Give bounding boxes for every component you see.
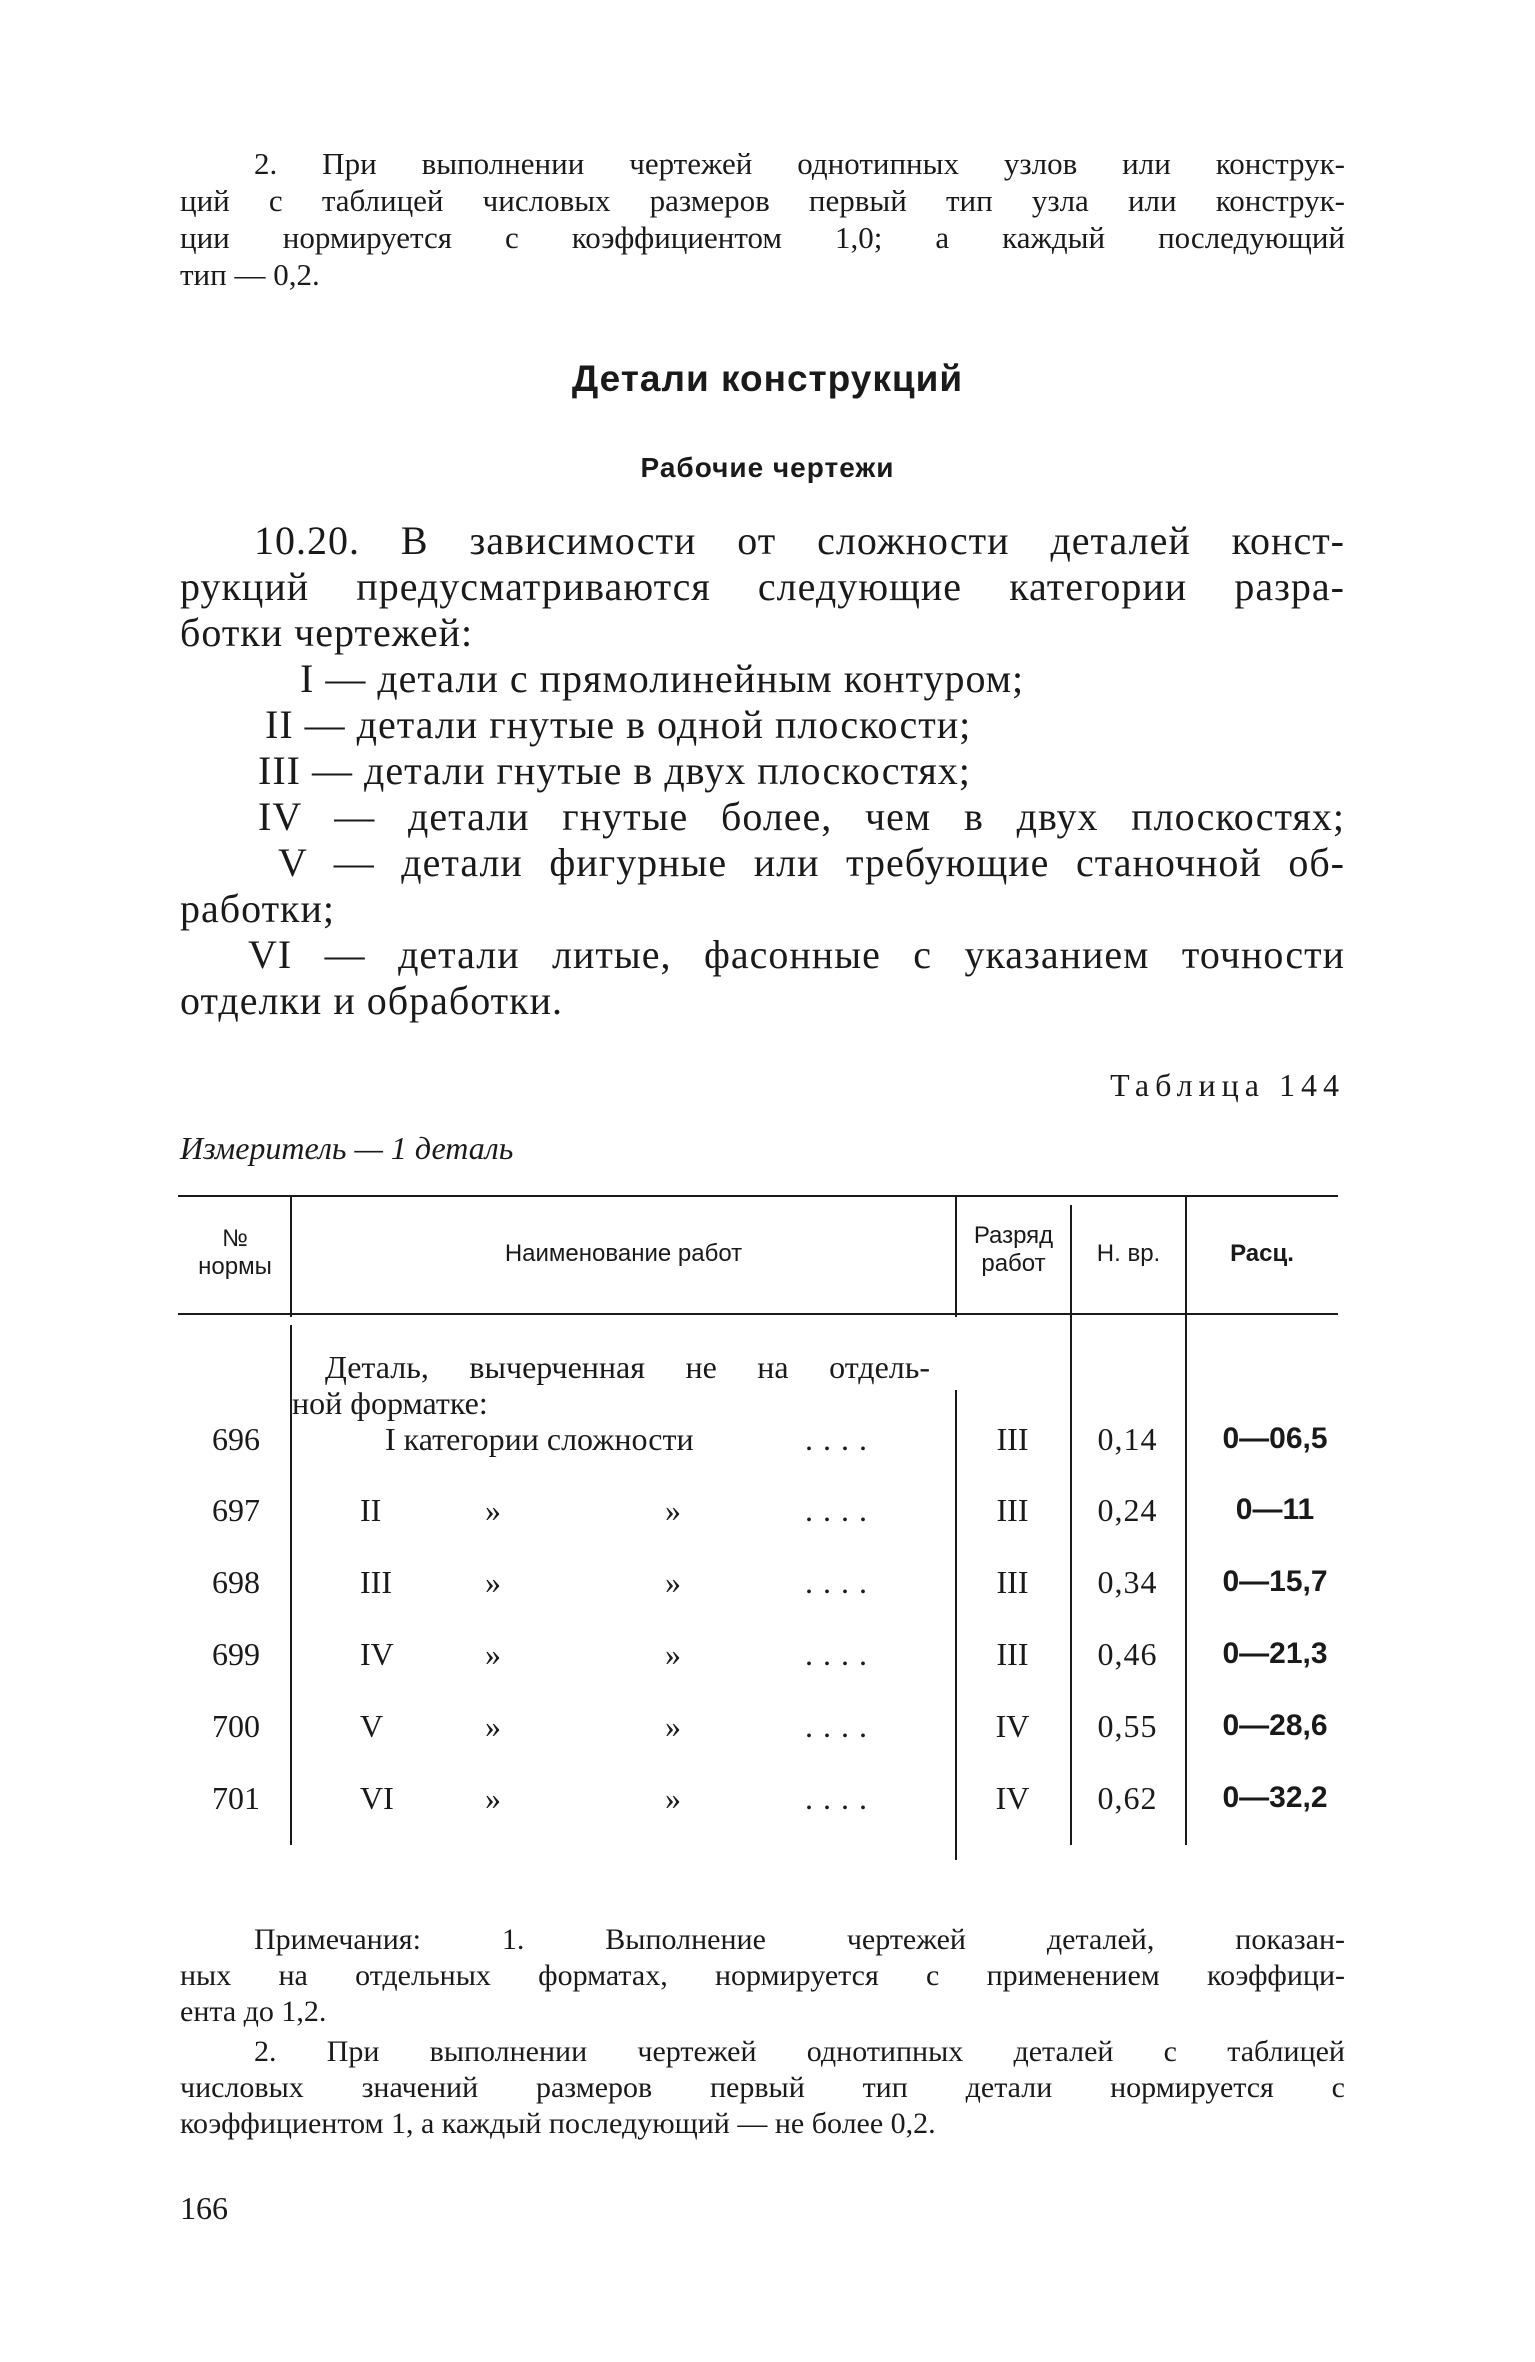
row-ditto: » bbox=[665, 1636, 681, 1672]
row-work bbox=[300, 1563, 940, 1601]
row-ditto: » bbox=[485, 1564, 501, 1600]
row-num: 698 bbox=[212, 1564, 260, 1600]
row-dots: .... bbox=[805, 1421, 877, 1457]
row-pay: 0—21,3 bbox=[1222, 1637, 1328, 1670]
row-ditto: » bbox=[665, 1564, 681, 1600]
table-intro-line2: ной форматке: bbox=[292, 1385, 488, 1421]
paragraph-line: рукций предусматриваются следующие категории разра- bbox=[180, 564, 1345, 609]
row-hours: 0,34 bbox=[1097, 1564, 1158, 1600]
row-pay: 0—11 bbox=[1235, 1493, 1315, 1526]
row-work-cell: IV bbox=[360, 1636, 394, 1672]
header-rate-line1: Разряд bbox=[973, 1222, 1054, 1249]
row-ditto: » bbox=[485, 1780, 501, 1816]
header-rate bbox=[955, 1222, 1072, 1278]
row-rate: IV bbox=[995, 1780, 1030, 1816]
category-item: VI — детали литые, фасонные с указанием точности bbox=[248, 932, 1345, 977]
row-rate: III bbox=[996, 1421, 1029, 1457]
row-hours: 0,46 bbox=[1097, 1636, 1158, 1672]
row-hours: 0,62 bbox=[1097, 1780, 1158, 1816]
top-paragraph bbox=[180, 145, 1345, 293]
row-ditto: » bbox=[485, 1636, 501, 1672]
row-num: 701 bbox=[212, 1780, 260, 1816]
table-top-rule bbox=[178, 1195, 1338, 1197]
row-dots: .... bbox=[805, 1780, 877, 1816]
row-work bbox=[300, 1491, 940, 1529]
table-header-rule bbox=[178, 1313, 1338, 1315]
row-num: 696 bbox=[212, 1421, 260, 1457]
note-2 bbox=[180, 2034, 1345, 2142]
row-pay: 0—32,2 bbox=[1222, 1781, 1328, 1814]
row-dots: .... bbox=[805, 1708, 877, 1744]
row-ditto: » bbox=[485, 1708, 501, 1744]
category-item: II — детали гнутые в одной плоскости; bbox=[265, 702, 972, 747]
row-hours: 0,14 bbox=[1097, 1421, 1158, 1457]
row-work bbox=[300, 1779, 940, 1817]
row-num: 699 bbox=[212, 1636, 260, 1672]
row-work bbox=[300, 1420, 940, 1458]
row-hours: 0,55 bbox=[1097, 1708, 1158, 1744]
row-num: 700 bbox=[212, 1708, 260, 1744]
row-work bbox=[300, 1707, 940, 1745]
row-work-cell: II bbox=[360, 1492, 382, 1528]
row-ditto: » bbox=[485, 1492, 501, 1528]
top-paragraph-line: тип — 0,2. bbox=[180, 257, 320, 292]
paragraph-line: ботки чертежей: bbox=[180, 610, 474, 655]
row-dots: .... bbox=[805, 1564, 877, 1600]
top-paragraph-line: ций с таблицей числовых размеров первый тип узла или конструк- bbox=[180, 183, 1345, 218]
note-line: ента до 1,2. bbox=[180, 1995, 327, 2028]
row-dots: .... bbox=[805, 1636, 877, 1672]
row-num: 697 bbox=[212, 1492, 260, 1528]
header-rate-line2: работ bbox=[981, 1250, 1046, 1277]
row-pay: 0—28,6 bbox=[1222, 1709, 1328, 1742]
header-work: Наименование работ bbox=[504, 1240, 743, 1267]
note-1 bbox=[180, 1922, 1345, 2030]
section-title: Детали конструкций bbox=[571, 358, 964, 399]
row-rate: III bbox=[996, 1492, 1029, 1528]
header-num-line2: нормы bbox=[198, 1253, 272, 1280]
note-line: ных на отдельных форматах, нормируется с применением коэффици- bbox=[180, 1959, 1345, 1992]
table-intro-line1: Деталь, вычерченная не на отдель- bbox=[325, 1349, 930, 1385]
row-work bbox=[300, 1635, 940, 1673]
section-subtitle: Рабочие чертежи bbox=[640, 452, 895, 483]
row-work-cell: V bbox=[360, 1708, 384, 1744]
category-item: I — детали с прямолинейным контуром; bbox=[300, 656, 1025, 701]
note-line: 2. При выполнении чертежей однотипных деталей с таблицей bbox=[254, 2035, 1345, 2068]
row-work-cell: VI bbox=[360, 1780, 394, 1816]
table-caption: Таблица 144 bbox=[1110, 1067, 1345, 1103]
paragraph-10-20 bbox=[180, 518, 1345, 656]
row-dots: .... bbox=[805, 1492, 877, 1528]
row-work-cell: III bbox=[360, 1564, 392, 1600]
row-ditto: » bbox=[665, 1708, 681, 1744]
note-line: Примечания: 1. Выполнение чертежей деталей, показан- bbox=[254, 1923, 1345, 1956]
page-number: 166 bbox=[180, 2190, 228, 2226]
note-line: числовых значений размеров первый тип детали нормируется с bbox=[180, 2071, 1345, 2104]
header-pay: Расц. bbox=[1230, 1240, 1294, 1267]
row-rate: IV bbox=[995, 1708, 1030, 1744]
header-num bbox=[180, 1225, 290, 1281]
header-hours: Н. вр. bbox=[1096, 1240, 1161, 1267]
row-rate: III bbox=[996, 1564, 1029, 1600]
top-paragraph-line: ции нормируется с коэффициентом 1,0; а каждый последующий bbox=[180, 220, 1345, 255]
paragraph-line: 10.20. В зависимости от сложности деталей конст- bbox=[254, 518, 1345, 563]
row-pay: 0—15,7 bbox=[1222, 1565, 1328, 1598]
category-item: отделки и обработки. bbox=[180, 978, 563, 1023]
row-work-cell: I категории сложности bbox=[385, 1421, 694, 1457]
row-ditto: » bbox=[665, 1492, 681, 1528]
top-paragraph-line: 2. При выполнении чертежей однотипных узлов или конструк- bbox=[254, 146, 1345, 181]
category-item: III — детали гнутые в двух плоскостях; bbox=[258, 748, 971, 793]
table-measure: Измеритель — 1 деталь bbox=[180, 1130, 514, 1166]
category-item: V — детали фигурные или требующие станочной об- bbox=[278, 840, 1345, 885]
category-item: IV — детали гнутые более, чем в двух плоскостях; bbox=[258, 794, 1345, 839]
note-line: коэффициентом 1, а каждый последующий — не более 0,2. bbox=[180, 2107, 936, 2140]
category-item: работки; bbox=[180, 886, 336, 931]
row-ditto: » bbox=[665, 1780, 681, 1816]
row-pay: 0—06,5 bbox=[1222, 1422, 1328, 1455]
header-num-line1: № bbox=[222, 1225, 248, 1252]
row-rate: III bbox=[996, 1636, 1029, 1672]
row-hours: 0,24 bbox=[1097, 1492, 1158, 1528]
